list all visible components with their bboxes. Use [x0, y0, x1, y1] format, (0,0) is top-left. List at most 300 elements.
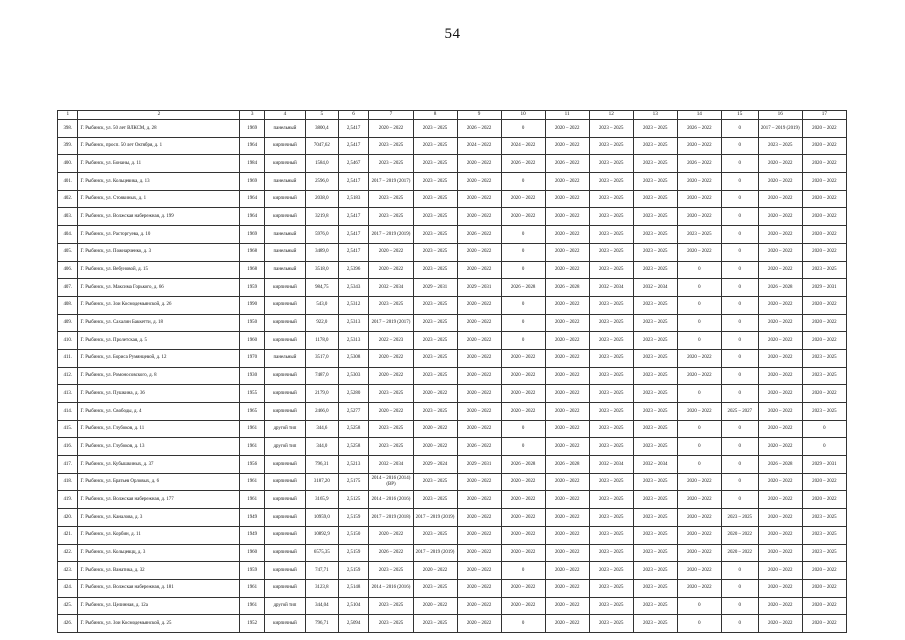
table-cell: 2029 – 2024	[413, 456, 457, 474]
table-cell: 0	[677, 261, 721, 279]
table-cell: 2020 – 2022	[501, 526, 545, 544]
table-cell: 2023 – 2025	[633, 403, 677, 421]
table-cell: 0	[677, 615, 721, 633]
table-row	[58, 403, 847, 421]
table-cell: 2020 – 2022	[721, 526, 758, 544]
table-cell: 2020 – 2022	[545, 579, 589, 597]
table-row	[58, 597, 847, 615]
table-cell: 2,5303	[338, 367, 369, 385]
table-cell: 10959,0	[305, 509, 338, 527]
table-cell: 2020 – 2022	[758, 420, 802, 438]
table-cell: 2020 – 2022	[457, 579, 501, 597]
table-cell: 2,5417	[338, 226, 369, 244]
table-cell: 2023 – 2025	[633, 385, 677, 403]
table-cell: 344,6	[305, 420, 338, 438]
table-cell: 400.	[58, 155, 78, 173]
table-cell: кирпичный	[264, 456, 305, 474]
table-cell: 1950	[240, 314, 265, 332]
table-cell: 2,5396	[338, 261, 369, 279]
table-cell: 2023 – 2025	[633, 473, 677, 491]
address-cell: Г. Рыбинск, ул. Волжская набережная, д. 177	[78, 491, 240, 509]
column-header: 9	[457, 111, 501, 120]
table-cell: 2020 – 2022	[457, 491, 501, 509]
table-cell: 1968	[240, 261, 265, 279]
table-cell: 2020 – 2022	[758, 314, 802, 332]
table-cell: 406.	[58, 261, 78, 279]
table-cell: 2020 – 2022	[457, 208, 501, 226]
table-cell: 1964	[240, 208, 265, 226]
table-cell: 2023 – 2025	[633, 349, 677, 367]
table-cell: 2023 – 2025	[802, 526, 846, 544]
column-header: 2	[78, 111, 240, 120]
table-cell: 2020 – 2022	[545, 349, 589, 367]
table-cell: 747,71	[305, 562, 338, 580]
table-cell: 2023 – 2025	[633, 544, 677, 562]
table-cell: 2023 – 2025	[589, 491, 633, 509]
table-cell: 0	[677, 332, 721, 350]
address-cell: Г. Рыбинск, ул. Волжская набережная, д. 181	[78, 579, 240, 597]
column-header: 16	[758, 111, 802, 120]
table-cell: кирпичный	[264, 491, 305, 509]
table-cell: 2020 – 2022	[758, 261, 802, 279]
table-cell: 2020 – 2022	[758, 491, 802, 509]
table-cell: 2020 – 2022	[457, 173, 501, 191]
table-cell: 2020 – 2022	[413, 597, 457, 615]
table-cell: 2023 – 2025	[589, 226, 633, 244]
table-cell: 2,5159	[338, 509, 369, 527]
table-cell: 2023 – 2025	[369, 208, 413, 226]
table-cell: 398.	[58, 120, 78, 138]
table-cell: 796,71	[305, 615, 338, 633]
table-cell: 2023 – 2025	[413, 120, 457, 138]
table-cell: 2023 – 2025	[633, 243, 677, 261]
table-cell: 2032 – 2034	[369, 279, 413, 297]
table-cell: 0	[721, 173, 758, 191]
table-cell: 2020 – 2022	[545, 190, 589, 208]
table-cell: 2032 – 2034	[633, 279, 677, 297]
table-cell: 2023 – 2025	[369, 155, 413, 173]
table-cell: 1965	[240, 403, 265, 421]
table-row	[58, 544, 847, 562]
table-cell: 2,5175	[338, 473, 369, 491]
table-cell: 1949	[240, 509, 265, 527]
column-header: 7	[369, 111, 413, 120]
table-cell: 412.	[58, 367, 78, 385]
table-cell: 2,5258	[338, 438, 369, 456]
table-cell: 2020 – 2022	[802, 190, 846, 208]
table-row	[58, 491, 847, 509]
table-cell: 2023 – 2025	[633, 367, 677, 385]
table-cell: 2,5125	[338, 491, 369, 509]
address-cell: Г. Рыбинск, ул. Глубоков, д. 11	[78, 420, 240, 438]
table-cell: 1961	[240, 491, 265, 509]
table-cell: 0	[721, 562, 758, 580]
table-cell: 2023 – 2025	[677, 226, 721, 244]
table-cell: 2020 – 2022	[758, 526, 802, 544]
table-cell: 2020 – 2022	[369, 526, 413, 544]
table-row	[58, 367, 847, 385]
table-cell: 2020 – 2022	[802, 473, 846, 491]
table-cell: 1959	[240, 279, 265, 297]
address-cell: Г. Рыбинск, ул. Зои Космодемьянской, д. 25	[78, 615, 240, 633]
table-cell: 2020 – 2022	[545, 367, 589, 385]
table-cell: 2020 – 2022	[501, 509, 545, 527]
table-cell: 2020 – 2022	[802, 226, 846, 244]
table-cell: 0	[721, 456, 758, 474]
table-cell: 2029 – 2031	[457, 456, 501, 474]
table-cell: 2023 – 2025	[589, 349, 633, 367]
table-cell: 1964	[240, 137, 265, 155]
table-cell: 2023 – 2025	[369, 420, 413, 438]
table-cell: 2020 – 2022	[758, 438, 802, 456]
address-cell: Г. Рыбинск, ул. Кубышкиных, д. 37	[78, 456, 240, 474]
table-cell: 2023 – 2025	[413, 579, 457, 597]
table-cell: 0	[721, 279, 758, 297]
table-cell: 2020 – 2022	[677, 509, 721, 527]
table-cell: 2,5183	[338, 190, 369, 208]
table-cell: 2023 – 2025	[413, 173, 457, 191]
table-cell: 543,0	[305, 296, 338, 314]
table-cell: 2020 – 2022	[802, 314, 846, 332]
table-cell: 2023 – 2025	[589, 155, 633, 173]
table-cell: 2020 – 2022	[758, 385, 802, 403]
table-cell: 1990	[240, 296, 265, 314]
table-cell: 419.	[58, 491, 78, 509]
table-cell: 2023 – 2025	[589, 173, 633, 191]
table-cell: 2017 – 2019 (2019)	[758, 120, 802, 138]
table-cell: 2023 – 2025	[633, 296, 677, 314]
table-cell: панельный	[264, 226, 305, 244]
table-cell: 0	[721, 261, 758, 279]
table-cell: 0	[501, 120, 545, 138]
table-cell: кирпичный	[264, 509, 305, 527]
table-cell: 0	[677, 279, 721, 297]
table-cell: 2017 – 2019 (2019)	[413, 509, 457, 527]
table-cell: панельный	[264, 243, 305, 261]
table-cell: 1961	[240, 579, 265, 597]
table-cell: 2,5417	[338, 137, 369, 155]
table-cell: 0	[501, 615, 545, 633]
table-cell: 2023 – 2025	[413, 367, 457, 385]
table-cell: 2020 – 2022	[677, 491, 721, 509]
table-cell: 344,04	[305, 597, 338, 615]
table-cell: 410.	[58, 332, 78, 350]
table-cell: 2020 – 2022	[758, 403, 802, 421]
table-cell: 2023 – 2025	[589, 332, 633, 350]
table-cell: 2020 – 2022	[758, 615, 802, 633]
table-cell: 2020 – 2022	[677, 173, 721, 191]
table-cell: 2020 – 2022	[457, 349, 501, 367]
table-cell: 2023 – 2025	[802, 544, 846, 562]
table-cell: 2020 – 2022	[802, 173, 846, 191]
table-cell: 2020 – 2022	[501, 579, 545, 597]
table-cell: 2023 – 2025	[589, 367, 633, 385]
table-cell: 2020 – 2022	[457, 190, 501, 208]
table-cell: 2,5417	[338, 120, 369, 138]
table-cell: 2020 – 2022	[545, 173, 589, 191]
table-cell: другой тип	[264, 420, 305, 438]
table-cell: кирпичный	[264, 367, 305, 385]
table-cell: 2023 – 2025	[369, 385, 413, 403]
address-cell: Г. Рыбинск, ул. Ромоносовского, д. 8	[78, 367, 240, 385]
table-cell: 2020 – 2022	[457, 615, 501, 633]
table-cell: 0	[721, 491, 758, 509]
table-cell: 2023 – 2025	[413, 137, 457, 155]
table-cell: 2023 – 2025	[589, 597, 633, 615]
table-cell: 1961	[240, 597, 265, 615]
table-cell: 2023 – 2025	[413, 261, 457, 279]
table-cell: 2020 – 2022	[677, 562, 721, 580]
table-cell: кирпичный	[264, 473, 305, 491]
table-cell: другой тип	[264, 597, 305, 615]
table-cell: 2020 – 2022	[758, 562, 802, 580]
table-cell: 2020 – 2022	[545, 403, 589, 421]
table-cell: 2020 – 2022	[413, 438, 457, 456]
table-cell: 344,0	[305, 438, 338, 456]
address-cell: Г. Рыбинск, ул. Братьев Орловых, д. 6	[78, 473, 240, 491]
table-row	[58, 296, 847, 314]
table-cell: 2023 – 2025	[633, 509, 677, 527]
table-cell: 2020 – 2022	[545, 438, 589, 456]
table-cell: 2023 – 2025	[369, 438, 413, 456]
table-row	[58, 261, 847, 279]
table-cell: 2020 – 2022	[758, 544, 802, 562]
table-cell: 2023 – 2025	[589, 243, 633, 261]
column-header: 5	[305, 111, 338, 120]
table-row	[58, 526, 847, 544]
table-cell: 2020 – 2022	[677, 367, 721, 385]
table-cell: 2020 – 2022	[545, 137, 589, 155]
table-cell: 2020 – 2022	[545, 226, 589, 244]
table-cell: кирпичный	[264, 208, 305, 226]
table-cell: 1961	[240, 473, 265, 491]
address-cell: Г. Рыбинск, ул. Пролетская, д. 5	[78, 332, 240, 350]
table-cell: 2020 – 2022	[545, 544, 589, 562]
address-cell: Г. Рыбинск, ул. Пушкина, д. 36	[78, 385, 240, 403]
table-cell: 2029 – 2031	[802, 456, 846, 474]
table-cell: 1964	[240, 190, 265, 208]
table-cell: 2023 – 2025	[633, 526, 677, 544]
table-cell: 0	[721, 420, 758, 438]
table-cell: 2020 – 2022	[369, 243, 413, 261]
table-row	[58, 279, 847, 297]
table-cell: 2020 – 2022	[677, 473, 721, 491]
table-cell: 0	[721, 579, 758, 597]
table-cell: 2023 – 2025	[413, 155, 457, 173]
table-cell: 2023 – 2025	[369, 597, 413, 615]
table-cell: 2,5213	[338, 456, 369, 474]
table-cell: 2020 – 2022	[758, 155, 802, 173]
table-cell: 2,5417	[338, 243, 369, 261]
address-cell: Г. Рыбинск, ул. Ванатика, д. 32	[78, 562, 240, 580]
table-cell: 2023 – 2025	[633, 173, 677, 191]
table-cell: 2026 – 2022	[501, 155, 545, 173]
table-cell: 2020 – 2022	[457, 473, 501, 491]
address-cell: Г. Рыбинск, просп. 50 лет Октября, д. 1	[78, 137, 240, 155]
table-cell: 2,5313	[338, 314, 369, 332]
table-row	[58, 420, 847, 438]
table-cell: 0	[501, 314, 545, 332]
table-cell: 2020 – 2022	[501, 208, 545, 226]
table-row	[58, 579, 847, 597]
table-cell: кирпичный	[264, 403, 305, 421]
table-cell: 0	[501, 420, 545, 438]
table-cell: 1969	[240, 226, 265, 244]
table-cell: 2020 – 2022	[677, 579, 721, 597]
table-cell: 0	[721, 385, 758, 403]
table-cell: 402.	[58, 190, 78, 208]
table-cell: 0	[721, 615, 758, 633]
table-cell: 2029 – 2031	[802, 279, 846, 297]
table-row	[58, 473, 847, 491]
table-cell: 1952	[240, 615, 265, 633]
table-cell: кирпичный	[264, 137, 305, 155]
table-cell: 2020 – 2022	[677, 349, 721, 367]
table-cell: 0	[721, 155, 758, 173]
table-cell: 2020 – 2022	[545, 208, 589, 226]
table-cell: 0	[677, 420, 721, 438]
table-row	[58, 208, 847, 226]
table-cell: 1970	[240, 349, 265, 367]
table-cell: 2023 – 2025	[413, 403, 457, 421]
table-cell: 2029 – 2031	[457, 279, 501, 297]
table-cell: 2,5417	[338, 173, 369, 191]
table-cell: 0	[677, 456, 721, 474]
address-cell: Г. Рыбинск, ул. Пожнарченко, д. 3	[78, 243, 240, 261]
table-cell: 2020 – 2022	[457, 332, 501, 350]
table-cell: 2023 – 2025	[633, 491, 677, 509]
table-cell: 2032 – 2034	[633, 456, 677, 474]
table-cell: 0	[721, 438, 758, 456]
table-cell: 422.	[58, 544, 78, 562]
table-cell: 2020 – 2022	[545, 385, 589, 403]
address-cell: Г. Рыбинск, ул. Расторгуева, д. 10	[78, 226, 240, 244]
table-cell: 2,5258	[338, 420, 369, 438]
table-cell: 2020 – 2022	[369, 261, 413, 279]
table-cell: 2,5343	[338, 279, 369, 297]
table-cell: 2020 – 2022	[545, 296, 589, 314]
table-cell: 0	[721, 367, 758, 385]
table-cell: 2020 – 2022	[802, 296, 846, 314]
table-cell: 2023 – 2025	[413, 314, 457, 332]
table-cell: 2023 – 2025	[589, 544, 633, 562]
table-cell: 2020 – 2022	[501, 491, 545, 509]
table-cell: 0	[721, 190, 758, 208]
table-cell: 2023 – 2025	[633, 261, 677, 279]
table-cell: 2020 – 2022	[802, 208, 846, 226]
table-cell: 2023 – 2025	[413, 332, 457, 350]
table-cell: 2020 – 2022	[457, 526, 501, 544]
table-cell: 2024 – 2022	[501, 137, 545, 155]
table-cell: 2020 – 2022	[369, 367, 413, 385]
table-cell: 2179,0	[305, 385, 338, 403]
table-cell: 2020 – 2022	[677, 243, 721, 261]
address-cell: Г. Рыбинск, ул. Стоякиных, д. 1	[78, 190, 240, 208]
table-cell: 2020 – 2022	[501, 385, 545, 403]
table-cell: 2023 – 2025	[633, 438, 677, 456]
table-cell: 796,31	[305, 456, 338, 474]
table-row	[58, 173, 847, 191]
table-cell: 5976,0	[305, 226, 338, 244]
table-cell: 2020 – 2022	[457, 261, 501, 279]
table-cell: 2026 – 2028	[758, 456, 802, 474]
table-cell: 2020 – 2022	[457, 367, 501, 385]
table-cell: 2020 – 2022	[501, 403, 545, 421]
table-cell: 0	[802, 420, 846, 438]
table-cell: 2020 – 2022	[457, 509, 501, 527]
column-header: 15	[721, 111, 758, 120]
table-cell: 2023 – 2025	[589, 120, 633, 138]
table-cell: 7047,62	[305, 137, 338, 155]
table-cell: 2023 – 2025	[413, 491, 457, 509]
table-row	[58, 190, 847, 208]
table-cell: 421.	[58, 526, 78, 544]
table-cell: 2023 – 2025	[633, 579, 677, 597]
table-cell: 408.	[58, 296, 78, 314]
table-cell: 2023 – 2025	[413, 296, 457, 314]
table-cell: кирпичный	[264, 332, 305, 350]
table-cell: 2029 – 2031	[413, 279, 457, 297]
table-cell: 426.	[58, 615, 78, 633]
table-cell: 2020 – 2022	[457, 544, 501, 562]
table-cell: 1930	[240, 367, 265, 385]
table-cell: 2023 – 2025	[802, 349, 846, 367]
table-cell: кирпичный	[264, 526, 305, 544]
table-cell: 0	[721, 332, 758, 350]
table-row	[58, 349, 847, 367]
table-cell: 2020 – 2022	[758, 190, 802, 208]
table-cell: 2023 – 2025	[413, 473, 457, 491]
table-cell: 407.	[58, 279, 78, 297]
table-cell: 2020 – 2022	[457, 403, 501, 421]
column-header: 4	[264, 111, 305, 120]
column-header: 14	[677, 111, 721, 120]
table-cell: 2023 – 2025	[758, 137, 802, 155]
address-cell: Г. Рыбинск, ул. Зои Космодемьянской, д. 26	[78, 296, 240, 314]
table-cell: 2020 – 2022	[457, 155, 501, 173]
table-cell: 2023 – 2025	[589, 526, 633, 544]
table-cell: 1960	[240, 544, 265, 562]
table-cell: 3489,0	[305, 243, 338, 261]
table-cell: 0	[721, 473, 758, 491]
table-row	[58, 226, 847, 244]
column-header: 17	[802, 111, 846, 120]
table-cell: 2020 – 2022	[545, 261, 589, 279]
table-cell: 0	[501, 332, 545, 350]
address-cell: Г. Рыбинск, ул. Кольцевика, д. 13	[78, 173, 240, 191]
column-header: 13	[633, 111, 677, 120]
table-cell: 2,5094	[338, 615, 369, 633]
table-cell: 2017 – 2019 (2019)	[413, 544, 457, 562]
table-cell: 417.	[58, 456, 78, 474]
table-cell: 2025 – 2027	[721, 403, 758, 421]
table-cell: 2023 – 2025	[589, 615, 633, 633]
table-cell: 0	[721, 137, 758, 155]
table-cell: 2026 – 2022	[457, 120, 501, 138]
table-cell: 1969	[240, 173, 265, 191]
table-cell: панельный	[264, 261, 305, 279]
address-cell: Г. Рыбинск, ул. Максима Горького, д. 66	[78, 279, 240, 297]
table-cell: 0	[677, 296, 721, 314]
table-cell: 2,5417	[338, 208, 369, 226]
table-cell: 2020 – 2022	[501, 544, 545, 562]
table-cell: 2020 – 2022	[369, 349, 413, 367]
table-cell: 2020 – 2022	[457, 314, 501, 332]
table-row	[58, 509, 847, 527]
table-cell: 2020 – 2022	[758, 243, 802, 261]
table-cell: 2,5159	[338, 562, 369, 580]
table-cell: 0	[721, 120, 758, 138]
